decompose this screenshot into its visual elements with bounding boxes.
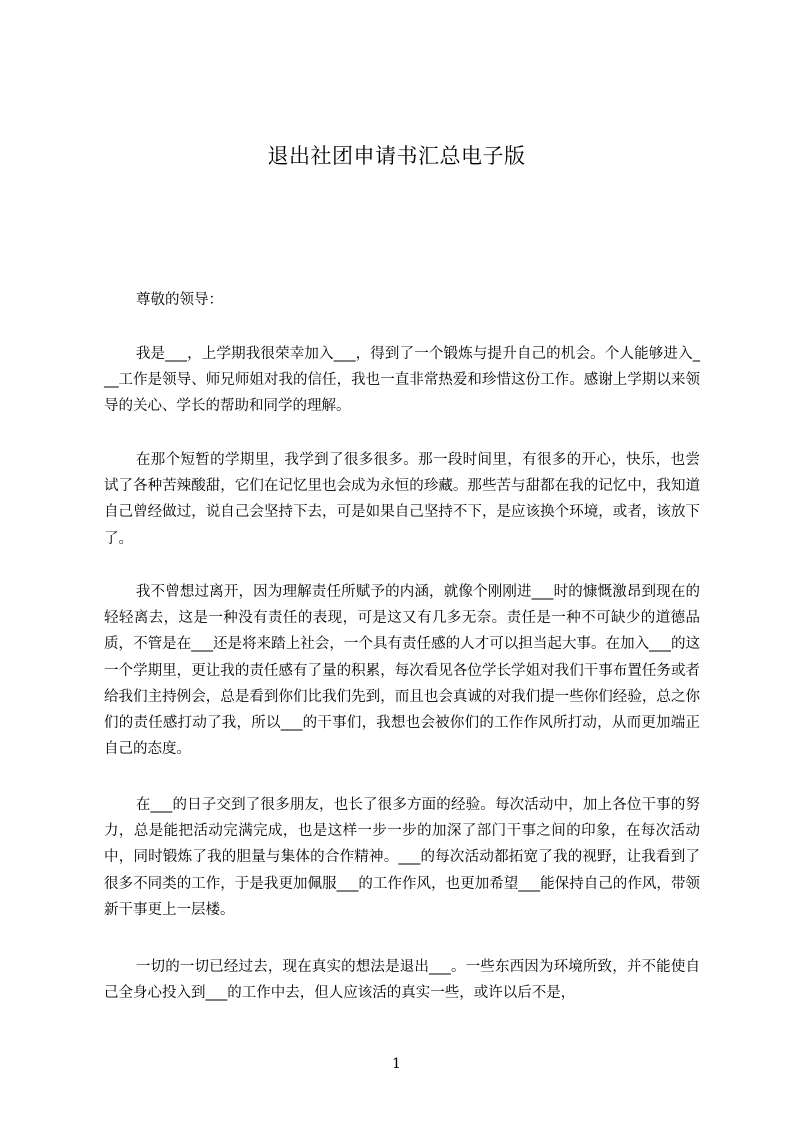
paragraph-4: 在___的日子交到了很多朋友，也长了很多方面的经验。每次活动中，加上各位干事的努力，总是能把活动完满完成，也是这样一步一步的加深了部门干事之间的印象，在每次活动中，同时锻炼了我的胆量与集体的合作精神。___的每次活动都拓宽了我的视野，让我看到了很多不同类的工作，于是我更加佩服___的工作作风，也更加希望___能保持自己的作风，带领新干事更上一层楼。: [104, 797, 700, 918]
page-number: 1: [392, 1056, 401, 1072]
paragraph-5: 一切的一切已经过去，现在真实的想法是退出___。一些东西因为环境所致，并不能使自己全身心投入到___的工作中去，但人应该活的真实一些，或许以后不是，: [104, 959, 700, 1002]
salutation: 尊敬的领导：: [136, 292, 223, 308]
document-title: 退出社团申请书汇总电子版: [267, 144, 526, 168]
paragraph-1: 我是___，上学期我很荣幸加入___，得到了一个锻炼与提升自己的机会。个人能够进入___工作是领导、师兄师姐对我的信任，我也一直非常热爱和珍惜这份工作。感谢上学期以来领导的关心、学长的帮助和同学的理解。: [104, 346, 700, 415]
paragraph-3: 我不曾想过离开，因为理解责任所赋予的内涵，就像个刚刚进___时的慷慨激昂到现在的轻轻离去，这是一种没有责任的表现，可是这又有几多无奈。责任是一种不可缺少的道德品质，不管是在___还是将来踏上社会，一个具有责任感的人才可以担当起大事。在加入___的这一个学期里，更让我的责任感有了量的积累，每次看见各位学长学姐对我们干事布置任务或者给我们主持例会，总是看到你们比我们先到，而且也会真诚的对我们提一些你们经验，总之你们的责任感打动了我，所以___的干事们，我想也会被你们的工作作风所打动，从而更加端正自己的态度。: [104, 584, 700, 758]
paragraph-2: 在那个短暂的学期里，我学到了很多很多。那一段时间里，有很多的开心，快乐，也尝试了各种苦辣酸甜，它们在记忆里也会成为永恒的珍藏。那些苦与甜都在我的记忆中，我知道自己曾经做过，说自己会坚持下去，可是如果自己坚持不下，是应该换个环境，或者，该放下了。: [104, 452, 700, 547]
